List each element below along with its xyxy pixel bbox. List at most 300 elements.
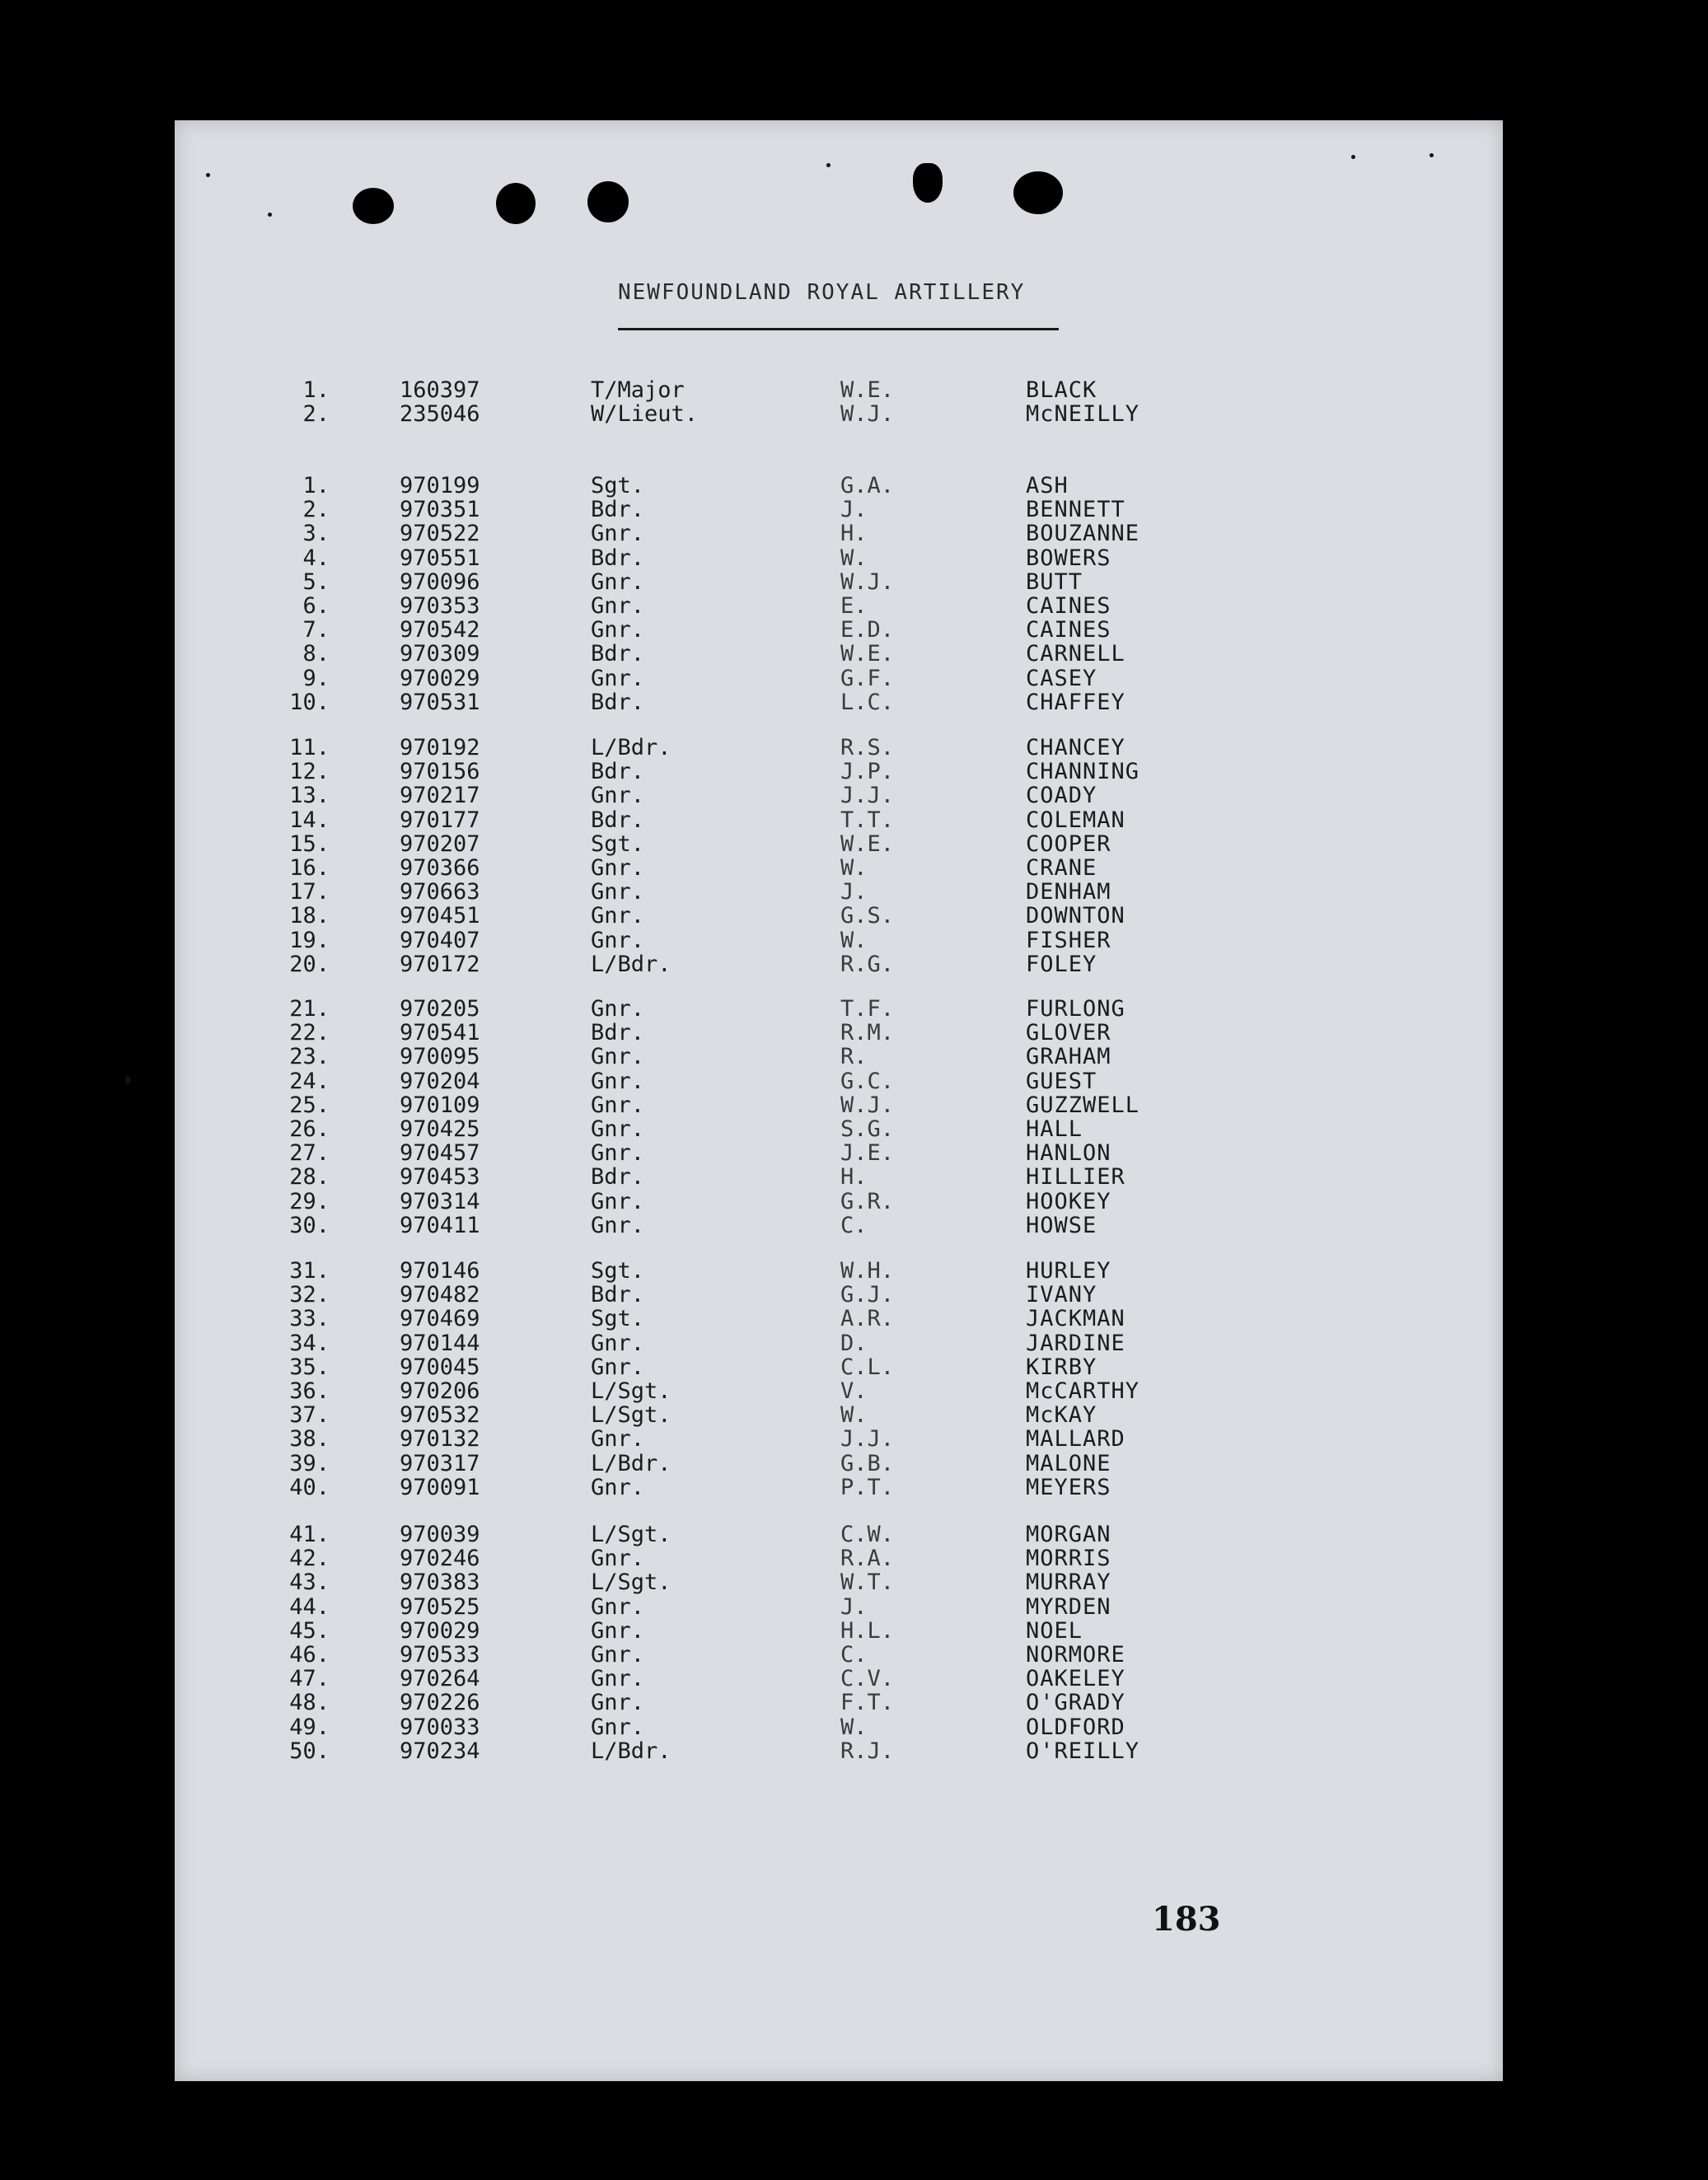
initials: W.J.	[840, 569, 895, 595]
surname: McCARTHY	[1026, 1378, 1140, 1404]
rank: Gnr.	[591, 1044, 645, 1069]
roster-row	[0, 1190, 1708, 1214]
initials: S.G.	[840, 1116, 895, 1142]
roster-row	[0, 522, 1708, 545]
surname: FURLONG	[1026, 996, 1125, 1022]
roster-row	[0, 1379, 1708, 1403]
entry-number: 14.	[289, 807, 330, 833]
roster-row	[0, 498, 1708, 522]
entry-number: 23.	[289, 1044, 330, 1069]
surname: HOOKEY	[1026, 1189, 1111, 1214]
service-number: 970522	[400, 521, 480, 546]
entry-number: 7.	[302, 617, 330, 643]
surname: McNEILLY	[1026, 401, 1140, 427]
initials: W.	[840, 1715, 868, 1740]
service-number: 970531	[400, 690, 480, 715]
rank: L/Sgt.	[591, 1570, 672, 1595]
service-number: 970204	[400, 1069, 480, 1094]
roster-row	[0, 1259, 1708, 1283]
initials: P.T.	[840, 1475, 895, 1500]
initials: J.E.	[840, 1140, 895, 1166]
roster-row	[0, 1093, 1708, 1117]
roster-row	[0, 1619, 1708, 1643]
entry-number: 19.	[289, 928, 330, 953]
entry-number: 34.	[289, 1331, 330, 1356]
rank: Gnr.	[591, 1069, 645, 1094]
entry-number: 43.	[289, 1570, 330, 1595]
surname: CARNELL	[1026, 641, 1125, 667]
roster-row	[0, 1643, 1708, 1667]
rank: Bdr.	[591, 545, 645, 571]
rank: L/Sgt.	[591, 1402, 672, 1428]
initials: J.P.	[840, 759, 895, 784]
surname: GRAHAM	[1026, 1044, 1111, 1069]
entry-number: 37.	[289, 1402, 330, 1428]
surname: GLOVER	[1026, 1020, 1111, 1046]
roster-row	[0, 1141, 1708, 1165]
entry-number: 38.	[289, 1426, 330, 1452]
initials: C.	[840, 1642, 868, 1668]
service-number: 970407	[400, 928, 480, 953]
surname: BUTT	[1026, 569, 1083, 595]
rank: Gnr.	[591, 617, 645, 643]
service-number: 970146	[400, 1258, 480, 1284]
entry-number: 35.	[289, 1354, 330, 1380]
rank: Gnr.	[591, 666, 645, 691]
initials: F.T.	[840, 1690, 895, 1715]
service-number: 970551	[400, 545, 480, 571]
rank: Gnr.	[591, 1116, 645, 1142]
rank: L/Bdr.	[591, 735, 672, 760]
surname: MYRDEN	[1026, 1594, 1111, 1620]
initials: A.R.	[840, 1306, 895, 1331]
initials: G.F.	[840, 666, 895, 691]
rank: Gnr.	[591, 1331, 645, 1356]
surname: COOPER	[1026, 831, 1111, 857]
service-number: 970192	[400, 735, 480, 760]
service-number: 970451	[400, 903, 480, 929]
initials: J.J.	[840, 1426, 895, 1452]
rank: Bdr.	[591, 807, 645, 833]
roster-row	[0, 1595, 1708, 1619]
roster-row	[0, 1165, 1708, 1189]
roster-row	[0, 1427, 1708, 1451]
initials: T.T.	[840, 807, 895, 833]
rank: Gnr.	[591, 855, 645, 881]
service-number: 970234	[400, 1738, 480, 1764]
entry-number: 15.	[289, 831, 330, 857]
officer-row	[0, 402, 1708, 426]
service-number: 970309	[400, 641, 480, 667]
surname: IVANY	[1026, 1282, 1097, 1308]
rank: Sgt.	[591, 1258, 645, 1284]
initials: G.J.	[840, 1282, 895, 1308]
surname: COADY	[1026, 783, 1097, 808]
surname: OAKELEY	[1026, 1666, 1125, 1691]
initials: W.J.	[840, 401, 895, 427]
roster-row	[0, 1069, 1708, 1093]
surname: JACKMAN	[1026, 1306, 1125, 1331]
entry-number: 31.	[289, 1258, 330, 1284]
rank: L/Bdr.	[591, 1738, 672, 1764]
initials: H.	[840, 521, 868, 546]
entry-number: 27.	[289, 1140, 330, 1166]
service-number: 970353	[400, 593, 480, 619]
roster-row	[0, 929, 1708, 952]
service-number: 970144	[400, 1331, 480, 1356]
surname: COLEMAN	[1026, 807, 1125, 833]
entry-number: 2.	[302, 497, 330, 522]
roster-row	[0, 594, 1708, 618]
entry-number: 50.	[289, 1738, 330, 1764]
surname: MURRAY	[1026, 1570, 1111, 1595]
roster-row	[0, 1307, 1708, 1331]
initials: W.E.	[840, 831, 895, 857]
service-number: 970091	[400, 1475, 480, 1500]
roster-row	[0, 546, 1708, 570]
service-number: 970177	[400, 807, 480, 833]
roster-row	[0, 1214, 1708, 1237]
rank: Gnr.	[591, 783, 645, 808]
rank: Gnr.	[591, 1715, 645, 1740]
initials: W.	[840, 545, 868, 571]
roster-row	[0, 832, 1708, 856]
entry-number: 18.	[289, 903, 330, 929]
service-number: 970205	[400, 996, 480, 1022]
surname: O'REILLY	[1026, 1738, 1140, 1764]
roster-row	[0, 642, 1708, 666]
roster-row	[0, 570, 1708, 594]
roster-row	[0, 1021, 1708, 1045]
rank: Gnr.	[591, 1618, 645, 1644]
entry-number: 32.	[289, 1282, 330, 1308]
service-number: 970482	[400, 1282, 480, 1308]
entry-number: 44.	[289, 1594, 330, 1620]
entry-number: 1.	[302, 473, 330, 498]
service-number: 970411	[400, 1213, 480, 1238]
rank: Gnr.	[591, 1475, 645, 1500]
rank: Gnr.	[591, 593, 645, 619]
entry-number: 11.	[289, 735, 330, 760]
rank: T/Major	[591, 377, 685, 403]
entry-number: 22.	[289, 1020, 330, 1046]
entry-number: 39.	[289, 1451, 330, 1476]
entry-number: 21.	[289, 996, 330, 1022]
entry-number: 36.	[289, 1378, 330, 1404]
initials: J.	[840, 497, 868, 522]
rank: W/Lieut.	[591, 401, 699, 427]
surname: DENHAM	[1026, 879, 1111, 905]
initials: W.T.	[840, 1570, 895, 1595]
initials: R.G.	[840, 952, 895, 977]
surname: JARDINE	[1026, 1331, 1125, 1356]
initials: W.	[840, 855, 868, 881]
entry-number: 33.	[289, 1306, 330, 1331]
service-number: 970095	[400, 1044, 480, 1069]
rank: Gnr.	[591, 1642, 645, 1668]
surname: HOWSE	[1026, 1213, 1097, 1238]
initials: C.	[840, 1213, 868, 1238]
service-number: 970317	[400, 1451, 480, 1476]
initials: G.B.	[840, 1451, 895, 1476]
surname: CRANE	[1026, 855, 1097, 881]
rank: Gnr.	[591, 1354, 645, 1380]
entry-number: 5.	[302, 569, 330, 595]
initials: E.	[840, 593, 868, 619]
initials: E.D.	[840, 617, 895, 643]
service-number: 970314	[400, 1189, 480, 1214]
initials: J.	[840, 879, 868, 905]
service-number: 970425	[400, 1116, 480, 1142]
service-number: 970033	[400, 1715, 480, 1740]
service-number: 970453	[400, 1164, 480, 1190]
service-number: 970156	[400, 759, 480, 784]
rank: Gnr.	[591, 569, 645, 595]
roster-row	[0, 1667, 1708, 1691]
service-number: 970199	[400, 473, 480, 498]
surname: MALONE	[1026, 1451, 1111, 1476]
entry-number: 20.	[289, 952, 330, 977]
initials: D.	[840, 1331, 868, 1356]
initials: W.	[840, 928, 868, 953]
initials: W.E.	[840, 377, 895, 403]
rank: Bdr.	[591, 1020, 645, 1046]
rank: Gnr.	[591, 1546, 645, 1571]
service-number: 970383	[400, 1570, 480, 1595]
initials: G.A.	[840, 473, 895, 498]
surname: BLACK	[1026, 377, 1097, 403]
roster-row	[0, 904, 1708, 928]
rank: Bdr.	[591, 1282, 645, 1308]
entry-number: 48.	[289, 1690, 330, 1715]
roster-row	[0, 856, 1708, 880]
initials: G.R.	[840, 1189, 895, 1214]
roster-row	[0, 997, 1708, 1021]
entry-number: 28.	[289, 1164, 330, 1190]
service-number: 970366	[400, 855, 480, 881]
service-number: 970469	[400, 1306, 480, 1331]
service-number: 970663	[400, 879, 480, 905]
entry-number: 45.	[289, 1618, 330, 1644]
surname: DOWNTON	[1026, 903, 1125, 929]
surname: CAINES	[1026, 617, 1111, 643]
initials: C.L.	[840, 1354, 895, 1380]
roster-row	[0, 1739, 1708, 1763]
service-number: 970172	[400, 952, 480, 977]
surname: O'GRADY	[1026, 1690, 1125, 1715]
service-number: 970542	[400, 617, 480, 643]
rank: L/Bdr.	[591, 1451, 672, 1476]
page-number: 183	[1152, 1900, 1221, 1939]
service-number: 160397	[400, 377, 480, 403]
service-number: 970541	[400, 1020, 480, 1046]
entry-number: 24.	[289, 1069, 330, 1094]
initials: L.C.	[840, 690, 895, 715]
entry-number: 4.	[302, 545, 330, 571]
rank: Bdr.	[591, 759, 645, 784]
entry-number: 40.	[289, 1475, 330, 1500]
roster-row	[0, 1715, 1708, 1739]
initials: W.E.	[840, 641, 895, 667]
surname: McKAY	[1026, 1402, 1097, 1428]
entry-number: 16.	[289, 855, 330, 881]
surname: CAINES	[1026, 593, 1111, 619]
rank: Gnr.	[591, 928, 645, 953]
entry-number: 47.	[289, 1666, 330, 1691]
rank: Gnr.	[591, 521, 645, 546]
service-number: 970207	[400, 831, 480, 857]
rank: L/Bdr.	[591, 952, 672, 977]
rank: Gnr.	[591, 903, 645, 929]
entry-number: 46.	[289, 1642, 330, 1668]
surname: MORGAN	[1026, 1522, 1111, 1547]
entry-number: 10.	[289, 690, 330, 715]
entry-number: 12.	[289, 759, 330, 784]
roster-row	[0, 760, 1708, 784]
entry-number: 1.	[302, 377, 330, 403]
entry-number: 9.	[302, 666, 330, 691]
initials: W.J.	[840, 1092, 895, 1118]
surname: BOWERS	[1026, 545, 1111, 571]
roster-row	[0, 474, 1708, 498]
rank: Bdr.	[591, 641, 645, 667]
surname: CHAFFEY	[1026, 690, 1125, 715]
roster-row	[0, 1570, 1708, 1594]
rank: L/Sgt.	[591, 1522, 672, 1547]
roster-row	[0, 1355, 1708, 1379]
roster-row	[0, 690, 1708, 714]
surname: NORMORE	[1026, 1642, 1125, 1668]
surname: OLDFORD	[1026, 1715, 1125, 1740]
surname: HILLIER	[1026, 1164, 1125, 1190]
entry-number: 13.	[289, 783, 330, 808]
initials: W.H.	[840, 1258, 895, 1284]
service-number: 970532	[400, 1402, 480, 1428]
roster-row	[0, 1045, 1708, 1069]
surname: MALLARD	[1026, 1426, 1125, 1452]
rank: Gnr.	[591, 1594, 645, 1620]
entry-number: 30.	[289, 1213, 330, 1238]
roster-row	[0, 1283, 1708, 1307]
rank: Gnr.	[591, 879, 645, 905]
rank: Bdr.	[591, 1164, 645, 1190]
entry-number: 42.	[289, 1546, 330, 1571]
roster-row	[0, 1117, 1708, 1141]
surname: BENNETT	[1026, 497, 1125, 522]
entry-number: 49.	[289, 1715, 330, 1740]
rank: L/Sgt.	[591, 1378, 672, 1404]
surname: HANLON	[1026, 1140, 1111, 1166]
roster-row	[0, 1691, 1708, 1715]
initials: R.J.	[840, 1738, 895, 1764]
roster-row	[0, 880, 1708, 904]
entry-number: 6.	[302, 593, 330, 619]
service-number: 970029	[400, 666, 480, 691]
entry-number: 26.	[289, 1116, 330, 1142]
service-number: 970096	[400, 569, 480, 595]
service-number: 970045	[400, 1354, 480, 1380]
initials: H.L.	[840, 1618, 895, 1644]
service-number: 970264	[400, 1666, 480, 1691]
initials: H.	[840, 1164, 868, 1190]
service-number: 970132	[400, 1426, 480, 1452]
service-number: 970109	[400, 1092, 480, 1118]
surname: HURLEY	[1026, 1258, 1111, 1284]
rank: Gnr.	[591, 1189, 645, 1214]
initials: W.	[840, 1402, 868, 1428]
surname: KIRBY	[1026, 1354, 1097, 1380]
rank: Sgt.	[591, 831, 645, 857]
roster-row	[0, 1403, 1708, 1427]
service-number: 970217	[400, 783, 480, 808]
surname: NOEL	[1026, 1618, 1083, 1644]
service-number: 970226	[400, 1690, 480, 1715]
roster-row	[0, 736, 1708, 760]
initials: J.	[840, 1594, 868, 1620]
service-number: 970246	[400, 1546, 480, 1571]
initials: T.F.	[840, 996, 895, 1022]
surname: CASEY	[1026, 666, 1097, 691]
rank: Sgt.	[591, 473, 645, 498]
roster-row	[0, 1546, 1708, 1570]
initials: V.	[840, 1378, 868, 1404]
surname: MORRIS	[1026, 1546, 1111, 1571]
surname: FOLEY	[1026, 952, 1097, 977]
initials: J.J.	[840, 783, 895, 808]
rank: Sgt.	[591, 1306, 645, 1331]
service-number: 970457	[400, 1140, 480, 1166]
roster-row	[0, 667, 1708, 690]
initials: R.M.	[840, 1020, 895, 1046]
rank: Bdr.	[591, 690, 645, 715]
surname: HALL	[1026, 1116, 1083, 1142]
surname: GUEST	[1026, 1069, 1097, 1094]
roster-row	[0, 784, 1708, 807]
surname: ASH	[1026, 473, 1069, 498]
rank: Gnr.	[591, 1092, 645, 1118]
service-number: 970029	[400, 1618, 480, 1644]
service-number: 970039	[400, 1522, 480, 1547]
rank: Gnr.	[591, 1426, 645, 1452]
entry-number: 29.	[289, 1189, 330, 1214]
initials: R.A.	[840, 1546, 895, 1571]
initials: R.	[840, 1044, 868, 1069]
surname: CHANCEY	[1026, 735, 1125, 760]
initials: R.S.	[840, 735, 895, 760]
surname: GUZZWELL	[1026, 1092, 1140, 1118]
service-number: 970206	[400, 1378, 480, 1404]
roster-row	[0, 1523, 1708, 1546]
initials: G.S.	[840, 903, 895, 929]
rank: Gnr.	[591, 1666, 645, 1691]
entry-number: 17.	[289, 879, 330, 905]
service-number: 235046	[400, 401, 480, 427]
roster-row	[0, 618, 1708, 642]
initials: C.V.	[840, 1666, 895, 1691]
service-number: 970351	[400, 497, 480, 522]
initials: C.W.	[840, 1522, 895, 1547]
officer-row	[0, 378, 1708, 402]
entry-number: 8.	[302, 641, 330, 667]
surname: FISHER	[1026, 928, 1111, 953]
surname: BOUZANNE	[1026, 521, 1140, 546]
rank: Gnr.	[591, 996, 645, 1022]
surname: CHANNING	[1026, 759, 1140, 784]
rank: Bdr.	[591, 497, 645, 522]
roster-row	[0, 1476, 1708, 1499]
entry-number: 25.	[289, 1092, 330, 1118]
entry-number: 41.	[289, 1522, 330, 1547]
